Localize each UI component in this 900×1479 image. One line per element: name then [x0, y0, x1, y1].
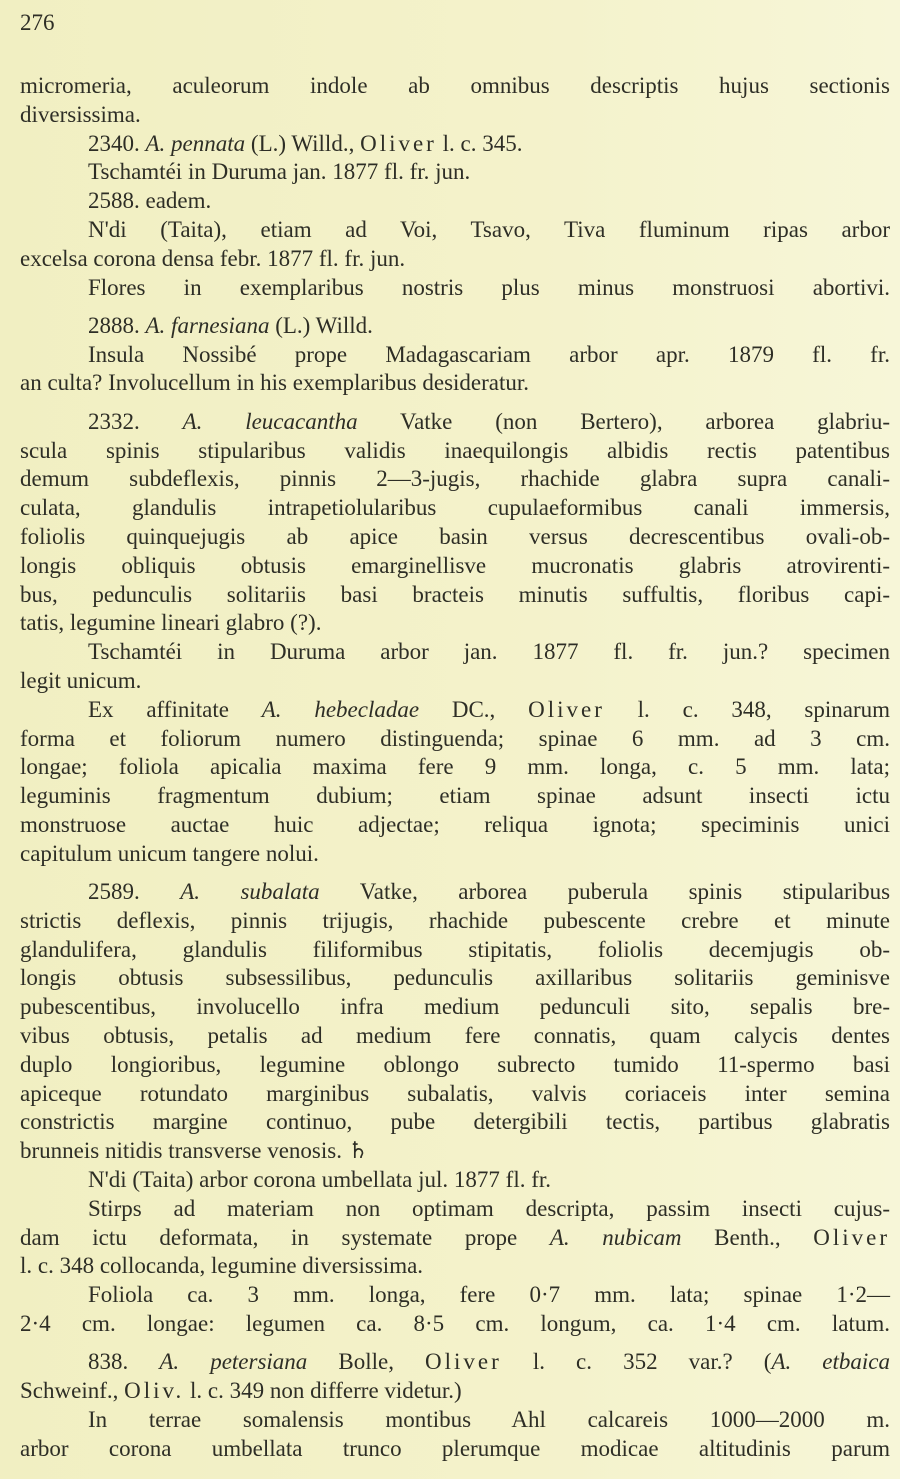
- text-run: arbor corona umbellata trunco plerumque modicae altitudinis parum: [20, 1435, 890, 1461]
- text-run: Vatke (non Bertero), arborea glabriu-: [357, 408, 890, 434]
- text-run: Tschamtéi in Duruma arbor jan. 1877 fl. fr. jun.? specimen: [88, 639, 890, 665]
- taxon-name: A. petersiana: [159, 1349, 308, 1375]
- text-run: glandulifera, glandulis filiformibus stipitatis, foliolis decemjugis ob-: [20, 936, 890, 962]
- text-run: forma et foliorum numero distinguenda; spinae 6 mm. ad 3 cm.: [20, 725, 890, 751]
- text-line: [20, 1310, 890, 1339]
- text-line: [20, 878, 890, 907]
- text-line: [20, 1051, 890, 1080]
- text-run: foliolis quinquejugis ab apice basin versus decrescentibus ovali-ob-: [20, 523, 890, 549]
- text-line: [20, 523, 890, 552]
- text-run: monstruose auctae huic adjectae; reliqua ignota; speciminis unici: [20, 811, 890, 837]
- text-line: [20, 1224, 890, 1253]
- text-line: [20, 72, 890, 101]
- text-line: [20, 1377, 890, 1406]
- text-run: duplo longioribus, legumine oblongo subrecto tumido 11-spermo basi: [20, 1051, 890, 1077]
- text-line: [20, 696, 890, 725]
- paragraph: [20, 130, 890, 159]
- text-line: [20, 408, 890, 437]
- taxon-name: A. leucacantha: [182, 408, 358, 434]
- author-citation: Oliver: [813, 1224, 890, 1250]
- text-run: (L.) Willd.: [269, 312, 373, 338]
- text-run: 838.: [88, 1349, 160, 1375]
- text-run: brunneis nitidis transverse venosis. ♄: [20, 1138, 369, 1164]
- text-run: longis obliquis obtusis emarginellisve mucronatis glabris atrovirenti-: [20, 552, 890, 578]
- text-line: [20, 907, 890, 936]
- paragraph: [20, 696, 890, 869]
- paragraph: [20, 1348, 890, 1406]
- paragraph: [20, 1166, 890, 1195]
- text-run: an culta? Involucellum in his exemplaribus desideratur.: [20, 370, 530, 396]
- text-line: [20, 552, 890, 581]
- text-run: culata, glandulis intrapetiolularibus cupulaeformibus canali immersis,: [20, 495, 890, 521]
- text-line: [20, 1195, 890, 1224]
- text-line: [20, 936, 890, 965]
- taxon-name: A. nubicam: [549, 1224, 682, 1250]
- text-run: Ex affinitate: [88, 696, 262, 722]
- taxon-name: A. pennata: [145, 130, 246, 156]
- text-run: 2340.: [88, 130, 146, 156]
- text-line: [20, 609, 890, 638]
- paragraph: [20, 158, 890, 187]
- text-run: apiceque rotundato marginibus subalatis, valvis coriaceis inter semina: [20, 1080, 890, 1106]
- paragraph: [20, 72, 890, 130]
- text-run: longae; foliola apicalia maxima fere 9 mm. longa, c. 5 mm. lata;: [20, 754, 890, 780]
- text-run: l. c. 348, spinarum: [604, 696, 891, 722]
- text-line: [20, 1166, 890, 1195]
- text-run: legit unicum.: [20, 667, 142, 693]
- text-run: l. c. 352 var.? (: [501, 1349, 772, 1375]
- text-run: N'di (Taita) arbor corona umbellata jul. 1877 fl. fr.: [88, 1166, 552, 1192]
- page-number: 276: [20, 10, 55, 35]
- paragraph: [20, 638, 890, 696]
- text-line: [20, 274, 890, 303]
- text-run: strictis deflexis, pinnis trijugis, rhachide pubescente crebre et minute: [20, 907, 890, 933]
- text-run: excelsa corona densa febr. 1877 fl. fr. jun.: [20, 245, 406, 271]
- text-run: leguminis fragmentum dubium; etiam spinae adsunt insecti ictu: [20, 783, 890, 809]
- text-line: [20, 245, 890, 274]
- text-run: pubescentibus, involucello infra medium pedunculi sito, sepalis bre-: [20, 994, 890, 1020]
- text-run: micromeria, aculeorum indole ab omnibus descriptis hujus sectionis: [20, 73, 890, 98]
- text-line: [20, 1022, 890, 1051]
- taxon-name: A. etbaica: [771, 1349, 890, 1375]
- text-line: [20, 638, 890, 667]
- text-line: [20, 1137, 890, 1166]
- paragraph: [20, 408, 890, 638]
- text-run: constrictis margine continuo, pube detergibili tectis, partibus glabratis: [20, 1109, 890, 1135]
- text-line: [20, 667, 890, 696]
- text-run: Stirps ad materiam non optimam descripta, passim insecti cujus-: [88, 1195, 890, 1221]
- author-citation: Oliv.: [124, 1378, 185, 1404]
- text-run: Foliola ca. 3 mm. longa, fere 0·7 mm. lata; spinae 1·2—: [88, 1282, 890, 1308]
- author-citation: Oliver: [425, 1349, 502, 1375]
- text-line: [20, 101, 890, 130]
- paragraph: [20, 187, 890, 216]
- text-run: Flores in exemplaribus nostris plus minus monstruosi abortivi.: [88, 274, 890, 300]
- text-run: 2·4 cm. longae: legumen ca. 8·5 cm. longum, ca. 1·4 cm. latum.: [20, 1310, 890, 1336]
- text-run: Tschamtéi in Duruma jan. 1877 fl. fr. jun.: [88, 159, 471, 185]
- text-run: N'di (Taita), etiam ad Voi, Tsavo, Tiva fluminum ripas arbor: [88, 216, 890, 242]
- text-run: Insula Nossibé prope Madagascariam arbor apr. 1879 fl. fr.: [88, 341, 890, 367]
- text-run: capitulum unicum tangere nolui.: [20, 840, 319, 866]
- text-line: [20, 341, 890, 370]
- text-line: [20, 369, 890, 398]
- text-run: vibus obtusis, petalis ad medium fere connatis, quam calycis dentes: [20, 1023, 890, 1048]
- text-line: [20, 1281, 890, 1310]
- taxon-name: A. subalata: [180, 879, 320, 905]
- text-line: [20, 782, 890, 811]
- text-line: [20, 130, 890, 159]
- text-line: [20, 1252, 890, 1281]
- text-run: scula spinis stipularibus validis inaequilongis albidis rectis patentibus: [20, 437, 890, 463]
- text-run: Schweinf.,: [20, 1378, 125, 1404]
- text-line: [20, 1435, 890, 1464]
- text-run: DC.,: [419, 696, 529, 722]
- text-run: In terrae somalensis montibus Ahl calcareis 1000—2000 m.: [88, 1406, 890, 1432]
- text-run: Bolle,: [307, 1349, 426, 1375]
- text-line: [20, 581, 890, 610]
- text-line: [20, 312, 890, 341]
- text-run: Benth.,: [681, 1224, 814, 1250]
- text-line: [20, 216, 890, 245]
- text-run: (L.) Willd.,: [245, 130, 361, 156]
- text-run: l. c. 349 non differre videtur.): [184, 1378, 462, 1404]
- text-line: [20, 187, 890, 216]
- text-run: 2589.: [88, 879, 181, 905]
- text-run: bus, pedunculis solitariis basi bracteis minutis suffultis, floribus capi-: [20, 581, 890, 607]
- text-run: longis obtusis subsessilibus, pedunculis axillaribus solitariis geminisve: [20, 965, 890, 991]
- body-text: [20, 72, 890, 1463]
- paragraph: [20, 1281, 890, 1339]
- text-line: [20, 993, 890, 1022]
- text-run: l. c. 345.: [436, 130, 523, 156]
- text-run: 2588. eadem.: [88, 188, 212, 214]
- text-line: [20, 964, 890, 993]
- text-line: [20, 725, 890, 754]
- text-run: demum subdeflexis, pinnis 2—3-jugis, rhachide glabra supra canali-: [20, 466, 890, 492]
- text-run: l. c. 348 collocanda, legumine diversissima.: [20, 1253, 424, 1279]
- paragraph: [20, 341, 890, 399]
- text-run: 2888.: [88, 312, 146, 338]
- paragraph: [20, 1406, 890, 1464]
- text-line: [20, 1348, 890, 1377]
- paragraph: [20, 274, 890, 303]
- text-line: [20, 1406, 890, 1435]
- taxon-name: A. hebecladae: [261, 696, 420, 722]
- text-line: [20, 494, 890, 523]
- author-citation: Oliver: [528, 696, 605, 722]
- paragraph: [20, 878, 890, 1166]
- text-run: 2332.: [88, 408, 183, 434]
- text-line: [20, 1080, 890, 1109]
- taxon-name: A. farnesiana: [145, 312, 270, 338]
- text-line: [20, 437, 890, 466]
- text-run: diversissima.: [20, 101, 141, 127]
- text-run: tatis, legumine lineari glabro (?).: [20, 610, 322, 636]
- text-line: [20, 753, 890, 782]
- text-line: [20, 465, 890, 494]
- text-line: [20, 158, 890, 187]
- paragraph: [20, 312, 890, 341]
- text-line: [20, 840, 890, 869]
- paragraph: [20, 1195, 890, 1281]
- text-run: dam ictu deformata, in systemate prope: [20, 1224, 550, 1250]
- author-citation: Oliver: [360, 130, 437, 156]
- paragraph: [20, 216, 890, 274]
- text-line: [20, 1108, 890, 1137]
- text-line: [20, 811, 890, 840]
- text-run: Vatke, arborea puberula spinis stipularibus: [319, 879, 891, 905]
